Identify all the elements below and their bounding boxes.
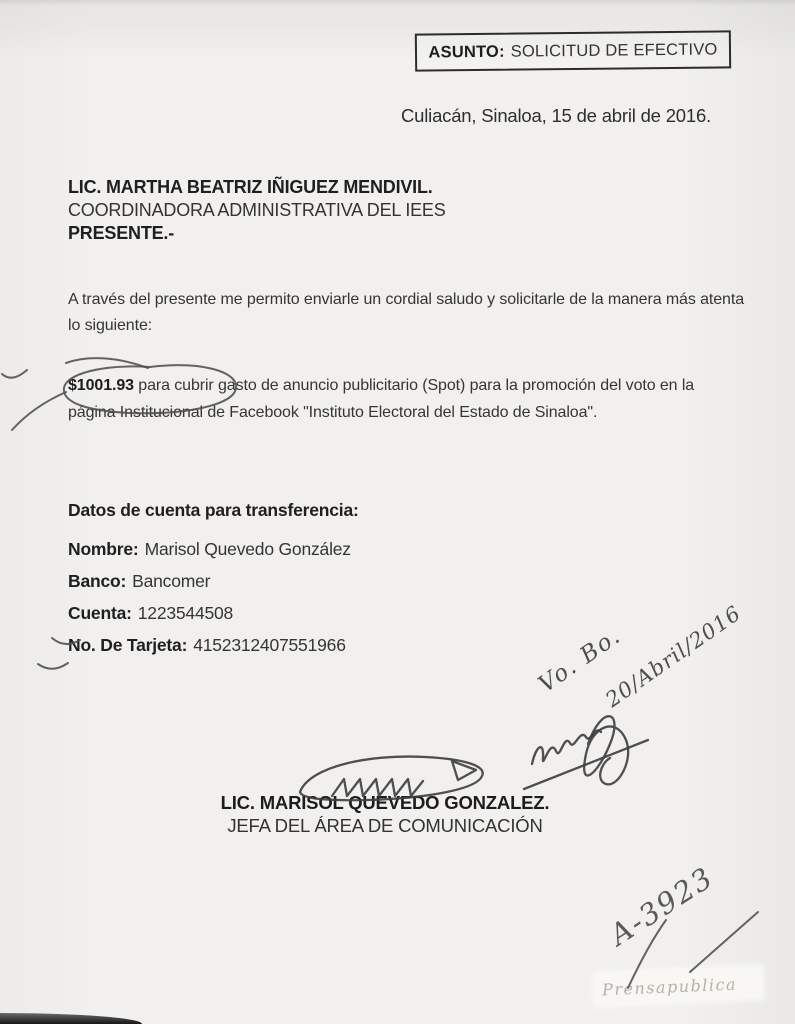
pencil-note-text: Prensapublica — [601, 973, 738, 999]
field-value: 4152312407551966 — [193, 635, 346, 655]
transfer-field-nombre — [68, 539, 351, 560]
vobo-handwritten-note: Vo. Bo. — [534, 622, 627, 698]
transfer-field-banco — [68, 571, 210, 592]
field-label: Nombre: — [68, 539, 139, 559]
scan-corner-artifact — [0, 1013, 142, 1024]
request-paragraph — [68, 372, 744, 426]
transfer-field-tarjeta — [68, 635, 346, 656]
field-value: Bancomer — [132, 571, 211, 591]
signer-block — [165, 791, 605, 837]
vobo-signature — [524, 716, 648, 789]
field-label: Banco: — [68, 571, 127, 591]
requested-amount: $1001.93 — [68, 377, 134, 394]
field-value: 1223544508 — [137, 603, 234, 623]
subject-box — [415, 30, 731, 71]
vobo-handwritten-date: 20/Abril/2016 — [601, 600, 746, 712]
subject-label: ASUNTO: — [428, 42, 505, 62]
transfer-heading: Datos de cuenta para transferencia: — [68, 500, 359, 520]
recipient-block — [68, 176, 446, 245]
recipient-name: LIC. MARTHA BEATRIZ IÑIGUEZ MENDIVIL. — [68, 177, 433, 197]
signer-name: LIC. MARISOL QUEVEDO GONZALEZ. — [220, 792, 550, 813]
request-text: para cubrir gasto de anuncio publicitario (Spot) para la promoción del voto en la página Institucional de Facebook "Instituto Electoral del Estado de Sinaloa". — [68, 377, 695, 421]
recipient-salutation: PRESENTE.- — [68, 223, 175, 243]
dateline: Culiacán, Sinaloa, 15 de abril de 2016. — [401, 105, 712, 126]
pencil-note-highlight — [595, 967, 762, 1004]
recipient-role: COORDINADORA ADMINISTRATIVA DEL IEES — [68, 200, 446, 220]
field-value: Marisol Quevedo González — [144, 539, 351, 559]
signer-title: JEFA DEL ÁREA DE COMUNICACIÓN — [227, 815, 543, 836]
field-label: No. De Tarjeta: — [68, 635, 188, 655]
field-label: Cuenta: — [68, 603, 132, 623]
transfer-field-cuenta — [68, 603, 233, 624]
subject-value: SOLICITUD DE EFECTIVO — [510, 39, 718, 61]
folio-handwritten-number: A-3923 — [603, 860, 720, 952]
intro-paragraph: A través del presente me permito enviarle un cordial saludo y solicitarle de la manera más atenta lo siguiente: — [68, 291, 744, 334]
